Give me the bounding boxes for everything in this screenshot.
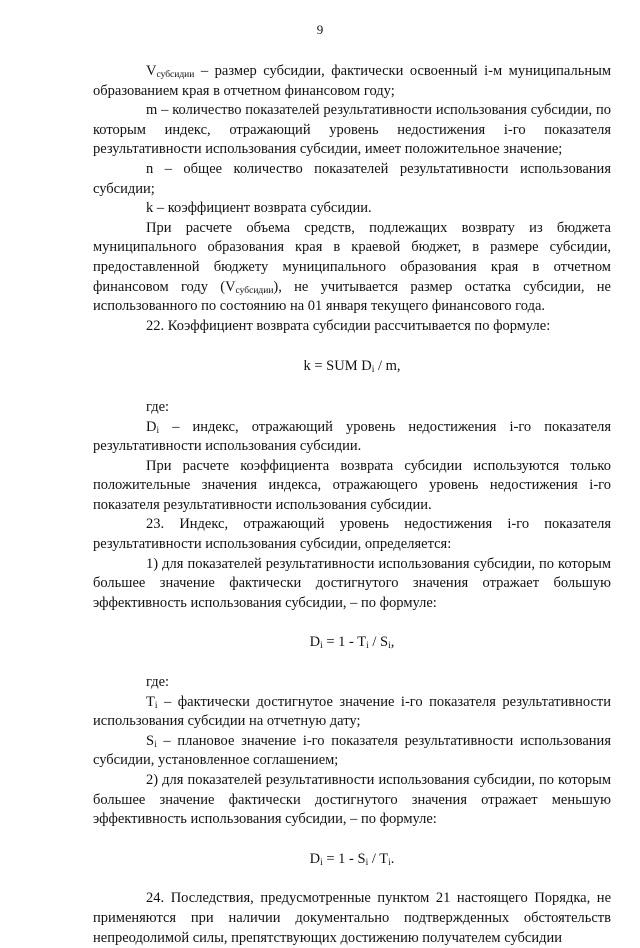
document-body <box>93 62 611 948</box>
paragraph-ti-definition: $T_i$ – фактически достигнутое значение i-го показателя результативности использования субсидии на отчетную дату; <box>93 693 611 730</box>
paragraph-23-item-2: 2) для показателей результативности использования субсидии, по которым большее значение фактически достигнутого значения отражает меньшую эффективность использования субсидии, – по формуле: <box>93 772 611 828</box>
paragraph-24: 24. Последствия, предусмотренные пунктом 21 настоящего Порядка, не применяются при наличии документально подтвержденных обстоятельств непреодолимой силы, препятствующих достижению получателем субсидии <box>93 890 611 946</box>
paragraph-refund-calculation: При расчете объема средств, подлежащих возврату из бюджета муниципального образования края в краевой бюджет, в размере субсидии, предоставленной бюджету муниципального образования края в отчетном финансовом году $(V_{субсидии})$, не учитывается размер остатка субсидии, не использованного по состоянию на 01 января текущего финансового года. <box>93 219 611 315</box>
paragraph-positive-values: При расчете коэффициента возврата субсидии используются только положительные значения индекса, отражающего уровень недостижения i-го показателя результативности использования субсидии. <box>93 457 611 513</box>
paragraph-n-definition: n – общее количество показателей результативности использования субсидии; <box>93 160 611 197</box>
paragraph-23-item-1: 1) для показателей результативности использования субсидии, по которым большее значение фактически достигнутого значения отражает большую эффективность использования субсидии, – по формуле: <box>93 555 611 611</box>
paragraph-di-definition: $D_i$ – индекс, отражающий уровень недостижения i-го показателя результативности использования субсидии. <box>93 418 611 455</box>
paragraph-23: 23. Индекс, отражающий уровень недостижения i-го показателя результативности использования субсидии, определяется: <box>93 516 611 553</box>
paragraph-m-definition: m – количество показателей результативности использования субсидии, по которым индекс, отражающий уровень недостижения i-го показателя результативности использования субсидии, имеет положительное значение; <box>93 102 611 158</box>
where-label: где: <box>146 398 170 415</box>
paragraph-22: 22. Коэффициент возврата субсидии рассчитывается по формуле: <box>146 317 551 334</box>
paragraph-si-definition: $S_i$ – плановое значение i-го показателя результативности использования субсидии, установленное соглашением; <box>93 732 611 769</box>
where-label-2: где: <box>146 674 170 691</box>
page-number: 9 <box>316 22 324 37</box>
formula-k: k = SUM $D_i$ / m, <box>303 358 401 376</box>
formula-di-1: $D_i = 1 - T_i / S_i$, <box>309 634 395 652</box>
formula-di-2: $D_i = 1 - S_i / T_i$. <box>309 850 395 868</box>
paragraph-v-subsidy: $V_{субсидии}$ – размер субсидии, фактически освоенный i-м муниципальным образованием края в отчетном финансовом году; <box>93 63 611 99</box>
paragraph-k-definition: k – коэффициент возврата субсидии. <box>146 200 372 217</box>
